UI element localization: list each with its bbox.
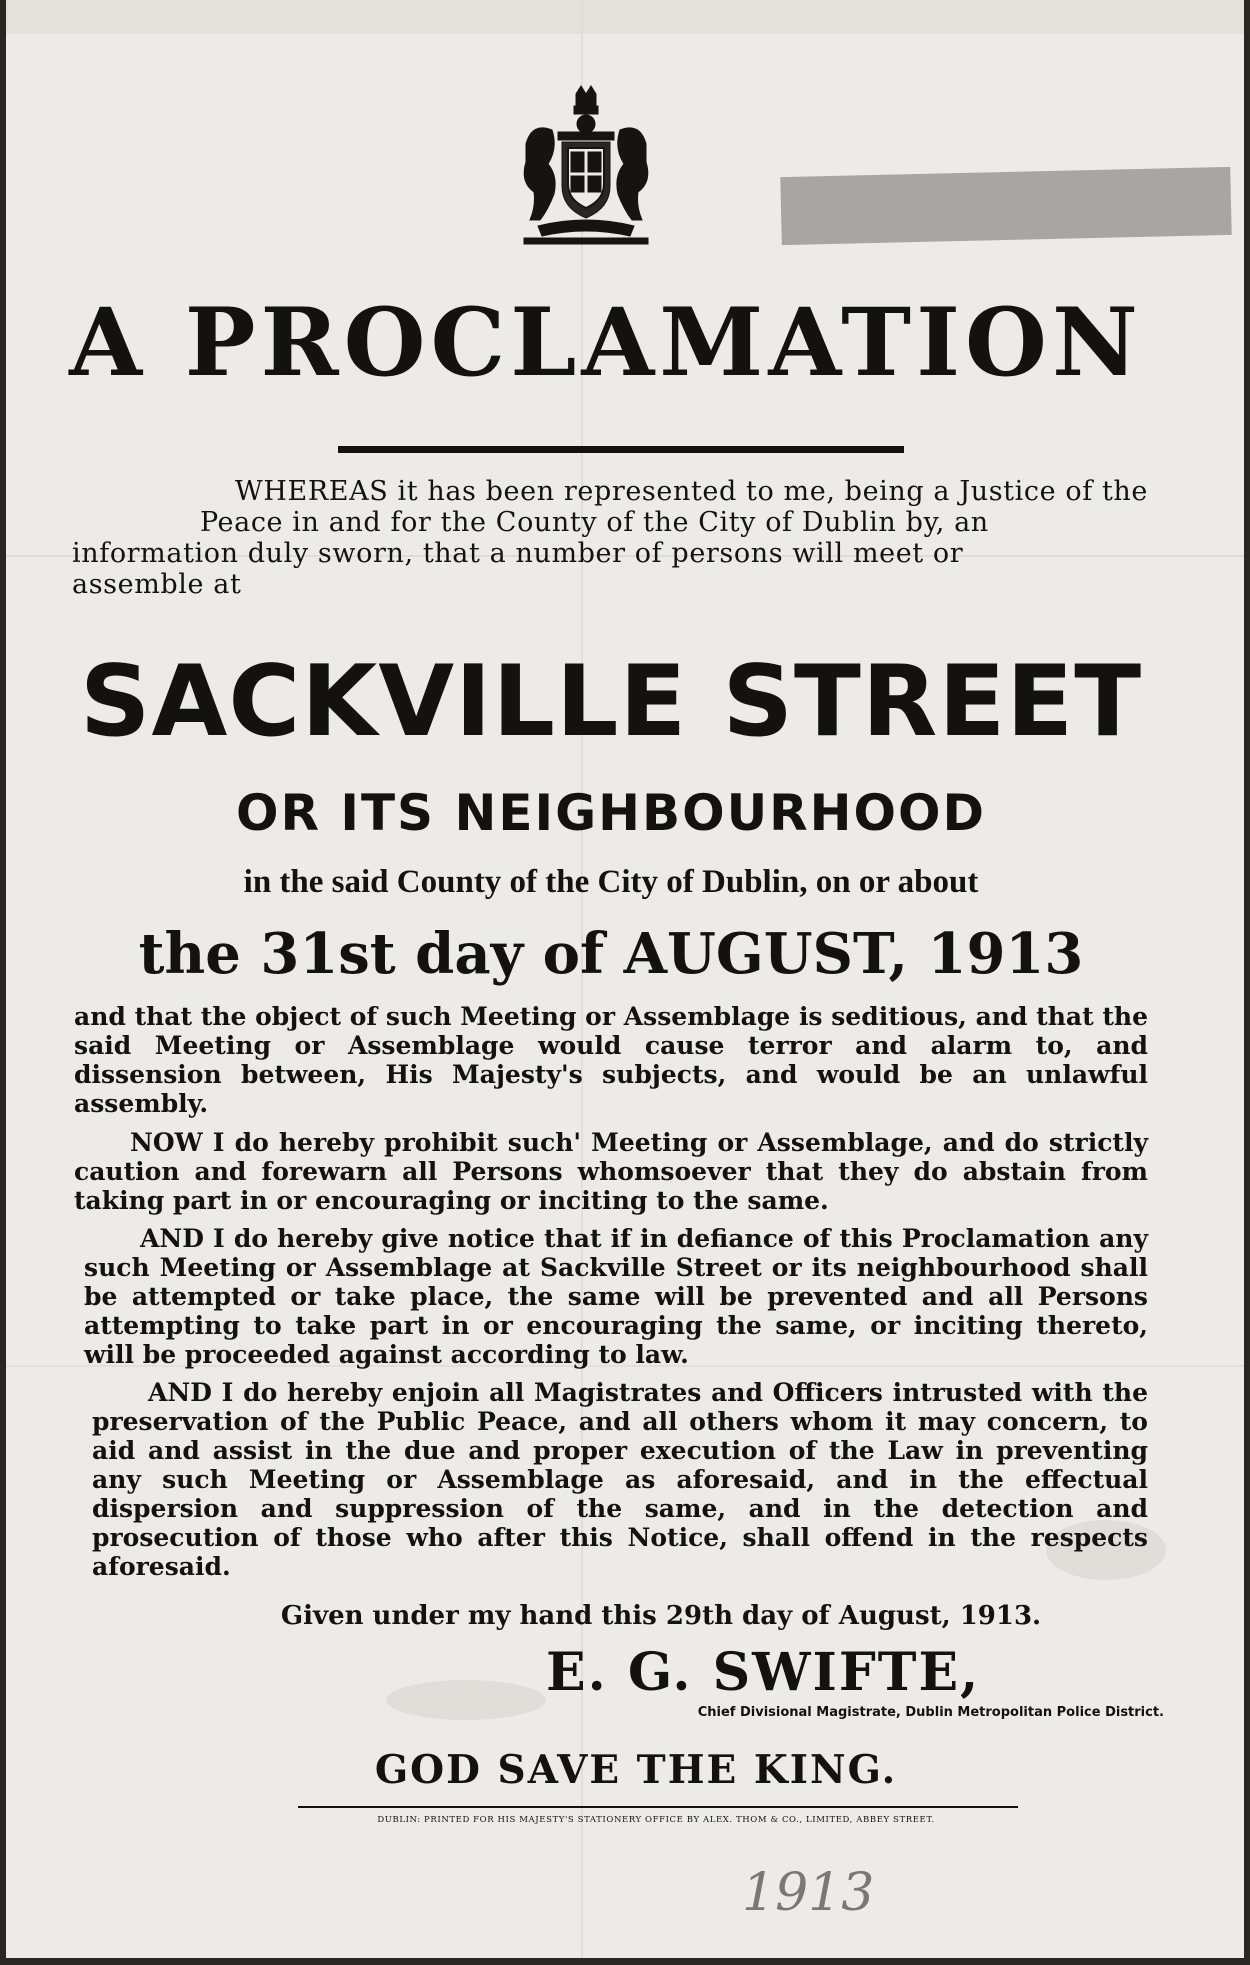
paragraph-prohibition: NOW I do hereby prohibit such' Meeting or Assemblage, and do strictly caution and forewarn all Persons whomsoever that they do abstain from taking part in or encouraging or inciting to the same. xyxy=(74,1128,1148,1215)
intro-line: Peace in and for the County of the City of Dublin by, an xyxy=(200,507,989,538)
location-subheading: OR ITS NEIGHBOURHOOD xyxy=(235,784,987,842)
tape-strip xyxy=(780,167,1231,245)
handwritten-year: 1913 xyxy=(742,1863,875,1923)
page-title: A PROCLAMATION xyxy=(69,288,1143,398)
paragraph-enjoin: AND I do hereby enjoin all Magistrates and Officers intrusted with the preservation of the Public Peace, and all others whom it may concern, to aid and assist in the due and proper execution of the Law in preventing any such Meeting or Assemblage as aforesaid, and in the effectual dispersion and suppression of the same, and in the detection and prosecution of those who after this Notice, shall offend in the respects aforesaid. xyxy=(92,1378,1148,1581)
location-heading: SACKVILLE STREET xyxy=(79,645,1143,759)
given-under-hand: Given under my hand this 29th day of August, 1913. xyxy=(280,1601,1042,1631)
signature-name: E. G. SWIFTE, xyxy=(546,1642,981,1703)
proclamation-poster xyxy=(6,0,1244,1958)
royal-coat-of-arms-icon xyxy=(518,84,654,246)
signature-title: Chief Divisional Magistrate, Dublin Metropolitan Police District. xyxy=(697,1705,1164,1720)
closing-salutation: GOD SAVE THE KING. xyxy=(374,1747,898,1793)
county-line: in the said County of the City of Dublin, on or about xyxy=(243,864,979,900)
paragraph-object: and that the object of such Meeting or Assemblage is seditious, and that the said Meeting or Assemblage would cause terror and alarm to, and dissension between, His Majesty's subjects, and would be an unlawful assembly. xyxy=(74,1002,1148,1118)
title-underline xyxy=(338,446,904,453)
paper-top-edge xyxy=(6,0,1244,34)
intro-line: information duly sworn, that a number of persons will meet or xyxy=(72,538,964,569)
date-line: the 31st day of AUGUST, 1913 xyxy=(138,921,1084,987)
intro-paragraph xyxy=(72,476,1148,626)
intro-line: WHEREAS it has been represented to me, being a Justice of the xyxy=(235,476,1148,507)
paper-stain xyxy=(386,1680,546,1720)
printer-imprint: DUBLIN: PRINTED FOR HIS MAJESTY'S STATIONERY OFFICE BY ALEX. THOM & CO., LIMITED, ABBEY STREET. xyxy=(377,1815,935,1825)
footer-rule xyxy=(298,1806,1018,1808)
intro-line: assemble at xyxy=(72,569,242,600)
paragraph-notice: AND I do hereby give notice that if in defiance of this Proclamation any such Meeting or Assemblage at Sackville Street or its neighbourhood shall be attempted or take place, the same will be prevented and all Persons attempting to take part in or encouraging the same, or inciting thereto, will be proceeded against according to law. xyxy=(84,1224,1148,1369)
